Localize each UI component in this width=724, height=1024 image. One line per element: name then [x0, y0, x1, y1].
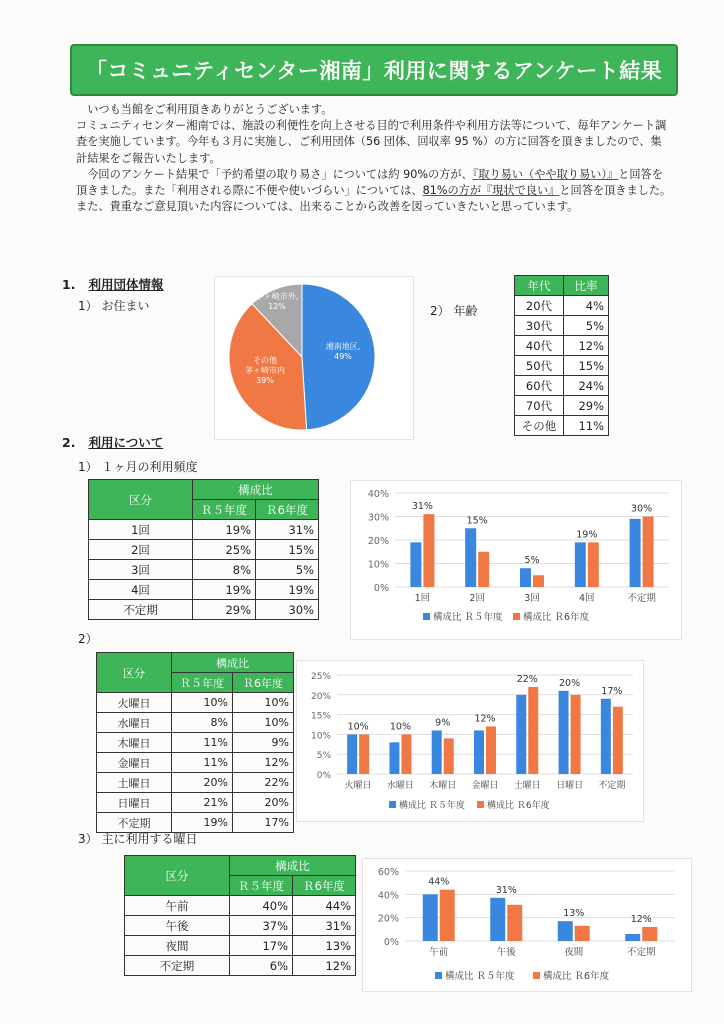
bar: [474, 730, 484, 774]
dow-row: [97, 713, 294, 733]
freq-row: [89, 520, 319, 540]
data-label: 31%: [411, 501, 433, 513]
intro-p4: また、貴重なご意見頂いた内容については、出来ることから改善を図っていきたいと思っています。: [76, 200, 579, 214]
bar: [625, 934, 640, 941]
y-tick-label: 30%: [367, 512, 389, 524]
bar: [478, 552, 489, 587]
bar: [533, 575, 544, 587]
age-row: [515, 316, 609, 336]
time-chart-panel: [362, 858, 692, 992]
pie-label: その他茅ヶ崎市内 39%: [245, 356, 285, 385]
data-label: 20%: [559, 677, 581, 689]
y-tick-label: 40%: [367, 489, 389, 500]
section1-sub1: 1） お住まい: [78, 299, 150, 313]
dow-r5-cell: 19%: [172, 813, 233, 833]
section2-title: 利用について: [88, 435, 164, 450]
section2-heading: [62, 433, 163, 451]
x-tick-label: 木曜日: [429, 781, 457, 791]
data-label: 5%: [524, 555, 540, 567]
x-tick-label: 午後: [496, 947, 516, 958]
intro-p3b: 『取り易い（やや取り易い）』: [472, 167, 619, 181]
data-label: 12%: [630, 914, 652, 925]
residence-pie-chart: [215, 277, 413, 439]
intro-p3a: 今回のアンケート結果で「予約希望の取り易さ」については約 90%の方が、: [87, 167, 473, 181]
legend-label: 構成比 Ｒ５年度: [433, 612, 503, 623]
data-label: 44%: [428, 876, 450, 888]
dow-r5-cell: 8%: [172, 713, 233, 733]
legend-label: 構成比 Ｒ6年度: [487, 801, 550, 811]
bar: [575, 542, 586, 587]
legend-swatch: [389, 801, 396, 808]
bar: [486, 726, 496, 774]
dow-cat-cell: 水曜日: [97, 713, 172, 733]
dow-r5-cell: 21%: [172, 793, 233, 813]
section2-sub2: 2）: [78, 632, 98, 646]
weekday-chart-panel: [296, 660, 644, 822]
bar: [507, 905, 522, 941]
residence-pie-panel: [214, 276, 414, 440]
freq-cat-cell: 不定期: [89, 600, 193, 620]
freq-r5-cell: 19%: [193, 520, 256, 540]
x-tick-label: 水曜日: [386, 781, 414, 791]
legend-swatch: [435, 972, 442, 979]
age-age-cell: 70代: [515, 396, 564, 416]
freq-row: [89, 540, 319, 560]
dow-r5-header: Ｒ５年度: [172, 673, 233, 693]
y-tick-label: 20%: [310, 691, 331, 702]
weekday-bar-chart: [297, 661, 643, 821]
dow-row: [97, 793, 294, 813]
time-r6-cell: 12%: [293, 956, 356, 976]
dow-cat-cell: 木曜日: [97, 733, 172, 753]
dow-row: [97, 753, 294, 773]
bar: [588, 542, 599, 587]
dow-r5-cell: 20%: [172, 773, 233, 793]
age-table: [514, 275, 609, 436]
intro-p3: [76, 167, 672, 199]
intro-text: [76, 102, 672, 215]
x-tick-label: 火曜日: [344, 781, 372, 791]
bar: [440, 890, 455, 941]
dow-r6-cell: 10%: [233, 693, 294, 713]
dow-cat-cell: 金曜日: [97, 753, 172, 773]
pie-label: 湘南地区, 49%: [325, 342, 361, 361]
legend-label: 構成比 Ｒ５年度: [445, 971, 515, 982]
freq-r5-cell: 19%: [193, 580, 256, 600]
legend-swatch: [533, 972, 540, 979]
age-ratio-cell: 11%: [564, 416, 609, 436]
bar: [465, 528, 476, 587]
y-tick-label: 20%: [377, 913, 399, 925]
bar: [444, 738, 454, 774]
dow-row: [97, 773, 294, 793]
time-r5-cell: 17%: [230, 936, 293, 956]
time-bar-chart: [363, 859, 691, 991]
freq-cat-cell: 1回: [89, 520, 193, 540]
age-age-cell: その他: [515, 416, 564, 436]
age-age-cell: 40代: [515, 336, 564, 356]
age-header: 年代: [515, 276, 564, 296]
bar: [642, 927, 657, 941]
data-label: 12%: [474, 713, 496, 725]
section1-num: 1.: [62, 277, 76, 292]
dow-ratio-header: 構成比: [172, 653, 294, 673]
dow-r5-cell: 11%: [172, 753, 233, 773]
bar: [410, 542, 421, 587]
freq-row: [89, 600, 319, 620]
x-tick-label: 3回: [524, 593, 540, 604]
data-label: 9%: [435, 717, 451, 729]
time-ratio-header: 構成比: [230, 856, 356, 876]
x-tick-label: 午前: [429, 947, 449, 958]
dow-r6-cell: 12%: [233, 753, 294, 773]
data-label: 31%: [495, 884, 517, 896]
time-row: [125, 896, 356, 916]
freq-r5-cell: 29%: [193, 600, 256, 620]
bar: [575, 926, 590, 941]
legend-swatch: [513, 613, 520, 620]
bar: [630, 519, 641, 587]
bar: [359, 734, 369, 774]
age-table-header: [515, 276, 609, 296]
freq-kubun-header: 区分: [89, 480, 193, 520]
bar: [423, 514, 434, 587]
age-ratio-cell: 4%: [564, 296, 609, 316]
bar: [389, 742, 399, 774]
bar: [643, 517, 654, 588]
age-ratio-cell: 15%: [564, 356, 609, 376]
time-r5-cell: 6%: [230, 956, 293, 976]
time-kubun-header: 区分: [125, 856, 230, 896]
dow-r6-cell: 17%: [233, 813, 294, 833]
time-r5-cell: 37%: [230, 916, 293, 936]
age-ratio-cell: 29%: [564, 396, 609, 416]
dow-r5-cell: 10%: [172, 693, 233, 713]
page-title: 「コミュニティセンター湘南」利用に関するアンケート結果: [70, 44, 678, 96]
age-age-cell: 20代: [515, 296, 564, 316]
x-tick-label: 4回: [579, 593, 595, 604]
bar: [559, 691, 569, 774]
age-row: [515, 296, 609, 316]
y-tick-label: 10%: [310, 731, 331, 742]
data-label: 10%: [347, 721, 369, 733]
dow-r6-cell: 10%: [233, 713, 294, 733]
data-label: 10%: [389, 721, 411, 733]
y-tick-label: 40%: [377, 890, 399, 902]
section1-sub2: 2） 年齢: [430, 304, 478, 318]
legend-swatch: [423, 613, 430, 620]
time-cat-cell: 不定期: [125, 956, 230, 976]
age-ratio-cell: 5%: [564, 316, 609, 336]
data-label: 22%: [516, 673, 538, 685]
freq-cat-cell: 3回: [89, 560, 193, 580]
time-row: [125, 956, 356, 976]
data-label: 13%: [563, 908, 585, 920]
x-tick-label: 2回: [469, 593, 485, 604]
age-age-cell: 50代: [515, 356, 564, 376]
time-table: [124, 855, 356, 976]
dow-r6-cell: 9%: [233, 733, 294, 753]
freq-r5-header: Ｒ５年度: [193, 500, 256, 520]
time-cat-cell: 午後: [125, 916, 230, 936]
pie-label: 茅ヶ崎市外, 12%: [255, 292, 299, 311]
age-row: [515, 356, 609, 376]
intro-p3e: と回答を頂きました。: [559, 184, 672, 198]
bar: [558, 921, 573, 941]
y-tick-label: 15%: [310, 711, 331, 722]
bar: [601, 699, 611, 774]
time-r6-cell: 31%: [293, 916, 356, 936]
section2-sub1: 1） １ヶ月の利用頻度: [78, 460, 198, 474]
time-r6-header: Ｒ6年度: [293, 876, 356, 896]
freq-r6-header: Ｒ6年度: [256, 500, 319, 520]
time-r5-header: Ｒ５年度: [230, 876, 293, 896]
legend-label: 構成比 Ｒ6年度: [543, 971, 610, 982]
x-tick-label: 不定期: [627, 593, 656, 604]
data-label: 30%: [631, 503, 653, 515]
legend-label: 構成比 Ｒ５年度: [399, 801, 465, 811]
y-tick-label: 0%: [373, 583, 389, 594]
y-tick-label: 0%: [383, 937, 399, 948]
legend-label: 構成比 Ｒ6年度: [523, 612, 590, 623]
y-tick-label: 10%: [367, 559, 389, 571]
age-row: [515, 396, 609, 416]
freq-cat-cell: 2回: [89, 540, 193, 560]
dow-row: [97, 733, 294, 753]
dow-row: [97, 693, 294, 713]
time-row: [125, 916, 356, 936]
y-tick-label: 0%: [316, 771, 331, 781]
x-tick-label: 1回: [414, 593, 431, 604]
section2-num: 2.: [62, 435, 76, 450]
dow-kubun-header: 区分: [97, 653, 172, 693]
data-label: 15%: [466, 515, 488, 527]
age-row: [515, 416, 609, 436]
freq-ratio-header: 構成比: [193, 480, 319, 500]
x-tick-label: 土曜日: [513, 781, 541, 791]
age-ratio-cell: 12%: [564, 336, 609, 356]
freq-r6-cell: 31%: [256, 520, 319, 540]
bar: [401, 734, 411, 774]
section2-sub3: 3） 主に利用する曜日: [78, 832, 198, 846]
frequency-chart-panel: [350, 480, 682, 640]
bar: [347, 734, 357, 774]
data-label: 17%: [601, 685, 623, 697]
legend-swatch: [477, 801, 484, 808]
bar: [571, 695, 581, 774]
bar: [613, 707, 623, 774]
dow-cat-cell: 土曜日: [97, 773, 172, 793]
dow-cat-cell: 火曜日: [97, 693, 172, 713]
freq-row: [89, 560, 319, 580]
intro-p1: いつも当館をご利用頂きありがとうございます。: [87, 103, 333, 116]
dow-r6-header: Ｒ6年度: [233, 673, 294, 693]
freq-r6-cell: 15%: [256, 540, 319, 560]
freq-r6-cell: 30%: [256, 600, 319, 620]
frequency-bar-chart: [351, 481, 681, 639]
time-row: [125, 936, 356, 956]
time-cat-cell: 夜間: [125, 936, 230, 956]
y-tick-label: 5%: [316, 751, 331, 762]
y-tick-label: 25%: [310, 672, 331, 682]
time-r5-cell: 40%: [230, 896, 293, 916]
intro-p2: コミュニティセンター湘南では、施設の利便性を向上させる目的で利用条件や利用方法等について、毎年アンケート調査を実施しています。今年も３月に実施し、ご利用団体（56 団体、回収率 95 %）の方に回答を頂きましたので、集計結果をご報告いたします。: [76, 119, 667, 165]
freq-row: [89, 580, 319, 600]
section1-heading: [62, 275, 164, 293]
freq-r5-cell: 25%: [193, 540, 256, 560]
ratio-header: 比率: [564, 276, 609, 296]
y-tick-label: 60%: [377, 867, 399, 878]
data-label: 19%: [576, 529, 598, 541]
bar: [528, 687, 538, 774]
freq-cat-cell: 4回: [89, 580, 193, 600]
bar: [423, 894, 438, 941]
age-row: [515, 376, 609, 396]
age-age-cell: 60代: [515, 376, 564, 396]
y-tick-label: 20%: [367, 536, 389, 547]
x-tick-label: 不定期: [626, 947, 656, 958]
x-tick-label: 夜間: [564, 947, 584, 958]
age-ratio-cell: 24%: [564, 376, 609, 396]
dow-r5-cell: 11%: [172, 733, 233, 753]
time-cat-cell: 午前: [125, 896, 230, 916]
time-r6-cell: 13%: [293, 936, 356, 956]
dow-cat-cell: 日曜日: [97, 793, 172, 813]
intro-p3d: 81%の方が『現状で良い』: [422, 184, 560, 198]
bar: [516, 695, 526, 774]
freq-r5-cell: 8%: [193, 560, 256, 580]
bar: [490, 898, 505, 941]
bar: [520, 568, 531, 587]
x-tick-label: 日曜日: [556, 781, 584, 791]
x-tick-label: 不定期: [598, 781, 626, 791]
dow-cat-cell: 不定期: [97, 813, 172, 833]
dow-r6-cell: 20%: [233, 793, 294, 813]
x-tick-label: 金曜日: [471, 781, 499, 791]
weekday-table: [96, 652, 294, 833]
section1-title: 利用団体情報: [88, 277, 164, 292]
freq-r6-cell: 5%: [256, 560, 319, 580]
frequency-table: [88, 479, 319, 620]
age-row: [515, 336, 609, 356]
intro-p3c: と回答を頂きました。また「利用される際に不便や使いづらい」については、: [76, 167, 663, 198]
time-r6-cell: 44%: [293, 896, 356, 916]
dow-r6-cell: 22%: [233, 773, 294, 793]
bar: [432, 730, 442, 774]
age-age-cell: 30代: [515, 316, 564, 336]
freq-r6-cell: 19%: [256, 580, 319, 600]
